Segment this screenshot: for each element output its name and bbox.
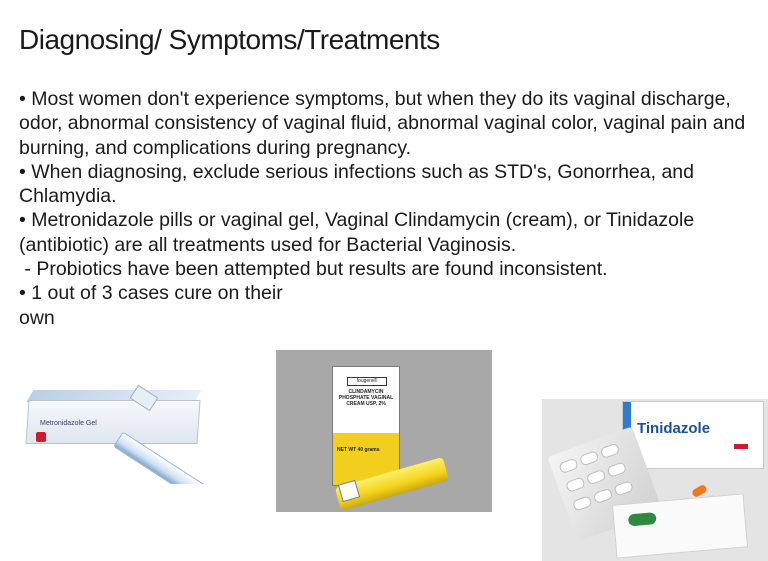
white-pill <box>606 461 627 477</box>
white-pill <box>565 476 586 492</box>
tinidazole-image <box>542 399 768 561</box>
kangzhong-logo-icon <box>36 432 46 442</box>
tinidazole-card <box>612 493 748 558</box>
metronidazole-gel-image <box>22 384 222 484</box>
bullet-diagnosing: • When diagnosing, exclude serious infections such as STD's, Gonorrhea, and Chlamydia. <box>19 160 694 208</box>
slide-body <box>19 87 759 330</box>
bullet-treatments: • Metronidazole pills or vaginal gel, Vaginal Clindamycin (cream), or Tinidazole (antibiotic) are all treatments used for Bacterial Vaginosis. <box>19 209 695 256</box>
clindamycin-box <box>332 366 400 486</box>
clindamycin-label: CLINDAMYCIN PHOSPHATE VAGINAL CREAM USP, 2% <box>338 389 394 407</box>
white-pill <box>613 480 634 496</box>
clindamycin-net-weight: NET WT 40 grams <box>337 447 380 453</box>
metronidazole-label: Metronidazole Gel <box>40 420 97 427</box>
bullet-cure-rate: • 1 out of 3 cases cure on their own <box>19 282 283 329</box>
white-pill <box>572 495 593 511</box>
white-pill <box>586 469 607 485</box>
white-pill <box>593 488 614 504</box>
white-pill <box>579 450 600 466</box>
slide-title: Diagnosing/ Symptoms/Treatments <box>19 24 440 55</box>
bullet-symptoms: • Most women don't experience symptoms, but when they do its vaginal discharge, odor, abnormal consistency of vaginal fluid, abnormal vaginal color, vaginal pain and burning, and complications during pregnancy. <box>19 88 746 159</box>
tinidazole-label: Tinidazole <box>637 420 711 437</box>
fougera-brand: fougera® <box>347 377 387 386</box>
tinidazole-flag-icon <box>734 444 748 454</box>
green-logo-icon <box>628 512 657 526</box>
white-pill <box>558 458 579 474</box>
clindamycin-cream-image <box>276 350 492 512</box>
white-pill <box>600 443 621 459</box>
sub-bullet-probiotics: - Probiotics have been attempted but results are found inconsistent. <box>19 258 608 281</box>
